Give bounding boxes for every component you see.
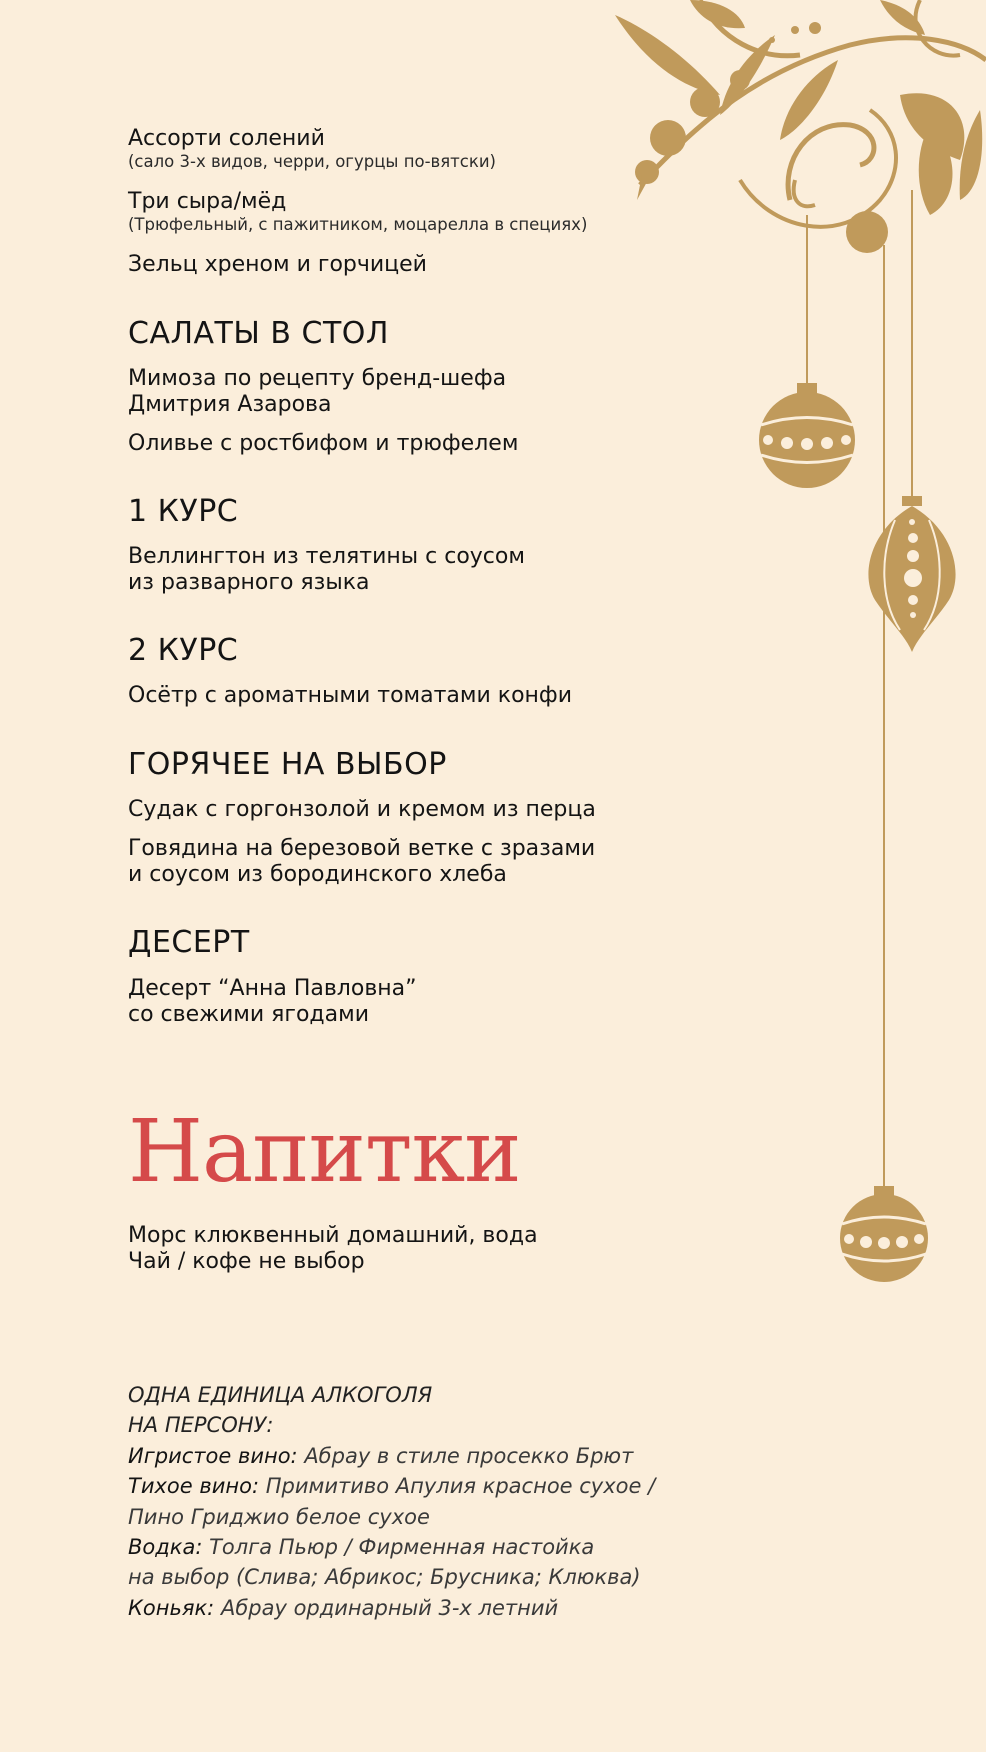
alcohol-cognac: [128, 1593, 655, 1623]
dish-name: Три сыра/мёд: [128, 189, 287, 214]
menu-item: [128, 431, 518, 457]
alcohol-label: Коньяк:: [128, 1595, 215, 1620]
drink-line: Чай / кофе не выбор: [128, 1249, 365, 1274]
menu-item: [128, 976, 417, 1028]
alcohol-vodka: [128, 1532, 655, 1562]
dish-name: Мимоза по рецепту бренд-шефа: [128, 366, 507, 391]
dish-name: Говядина на березовой ветке с зразами: [128, 836, 596, 861]
alcohol-value: Примитиво Апулия красное сухое /: [265, 1474, 656, 1499]
ornament-ball-icon: [759, 383, 855, 488]
menu-item: [128, 544, 525, 596]
alcohol-value: Абрау в стиле просекко Брют: [304, 1443, 634, 1468]
alcohol-value: Толга Пьюр / Фирменная настойка: [209, 1535, 595, 1560]
dish-name-cont: из разварного языка: [128, 570, 370, 595]
dish-name: Судак с горгонзолой и кремом из перца: [128, 797, 596, 822]
section-heading: 1 КУРС: [128, 494, 239, 529]
dish-name: Зельц хреном и горчицей: [128, 252, 427, 277]
alcohol-value-cont: Пино Гриджио белое сухое: [128, 1504, 430, 1529]
menu-item: [128, 189, 587, 235]
alcohol-heading-cont: НА ПЕРСОНУ:: [128, 1413, 274, 1438]
alcohol-still: [128, 1471, 655, 1501]
alcohol-value: Абрау ординарный 3-х летний: [220, 1595, 559, 1620]
alcohol-value-cont: на выбор (Слива; Абрикос; Брусника; Клюква): [128, 1565, 641, 1590]
dish-name: Десерт “Анна Павловна”: [128, 976, 417, 1001]
menu-item: [128, 126, 496, 172]
dish-name: Оливье с ростбифом и трюфелем: [128, 431, 519, 456]
dish-name: Веллингтон из телятины с соусом: [128, 544, 525, 569]
dish-name-cont: Дмитрия Азарова: [128, 392, 332, 417]
dish-description: (сало 3-х видов, черри, огурцы по-вятски): [128, 152, 496, 171]
drinks-title: Напитки: [128, 1102, 521, 1202]
dish-name-cont: со свежими ягодами: [128, 1002, 369, 1027]
menu-item: [128, 252, 427, 278]
ornament-drop-icon: [868, 496, 955, 652]
alcohol-section: [128, 1380, 655, 1623]
alcohol-label: Водка:: [128, 1535, 203, 1560]
dish-name: Осётр с ароматными томатами конфи: [128, 683, 573, 708]
section-heading: 2 КУРС: [128, 633, 239, 668]
alcohol-sparkling: [128, 1441, 655, 1471]
section-heading: ДЕСЕРТ: [128, 925, 250, 960]
alcohol-label: Игристое вино:: [128, 1443, 298, 1468]
ornament-ball-icon: [840, 1186, 928, 1282]
dish-name-cont: и соусом из бородинского хлеба: [128, 862, 507, 887]
drink-line: Морс клюквенный домашний, вода: [128, 1223, 538, 1248]
menu-item: [128, 797, 596, 823]
menu-item: [128, 836, 595, 888]
alcohol-label: Тихое вино:: [128, 1474, 260, 1499]
menu-item: [128, 683, 572, 709]
alcohol-heading: ОДНА ЕДИНИЦА АЛКОГОЛЯ: [128, 1383, 433, 1407]
drinks-list: [128, 1223, 538, 1275]
section-heading: ГОРЯЧЕЕ НА ВЫБОР: [128, 747, 447, 782]
dish-description: (Трюфельный, с пажитником, моцарелла в специях): [128, 215, 588, 234]
dish-name: Ассорти солений: [128, 126, 325, 151]
menu-item: [128, 366, 506, 418]
section-heading: САЛАТЫ В СТОЛ: [128, 316, 389, 351]
